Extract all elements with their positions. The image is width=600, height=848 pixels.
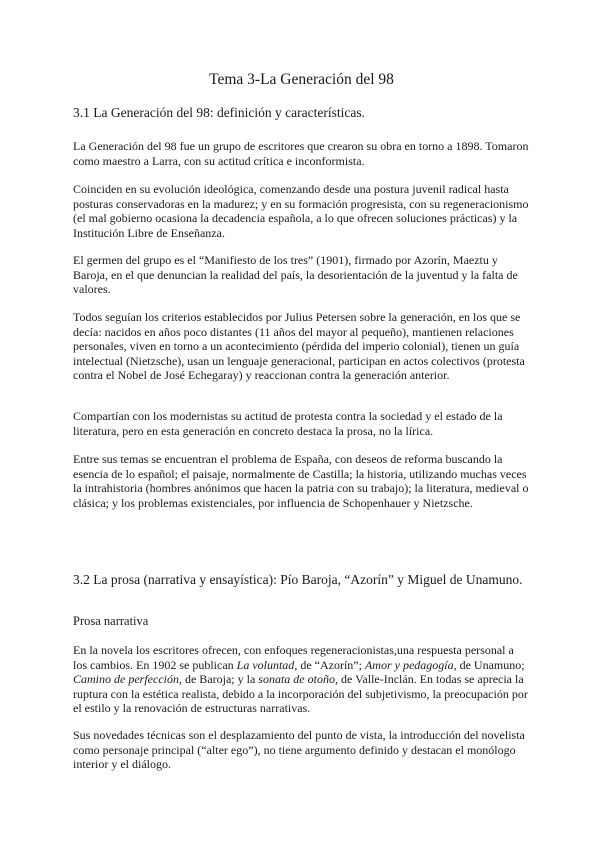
section2-subheading: Prosa narrativa — [73, 614, 149, 628]
section1-paragraph-3: El germen del grupo es el “Manifiesto de los tres” (1901), firmado por Azorín, Maeztu y Baroja, en el que denuncian la realidad del país, la desorientación de la juventud y la falta de valores. — [73, 253, 518, 297]
document-title: Tema 3-La Generación del 98 — [209, 71, 394, 88]
italic-title-la-voluntad: La voluntad — [236, 657, 295, 672]
section1-paragraph-4: Todos seguían los criterios establecidos por Julius Petersen sobre la generación, en los que se decía: nacidos en años poco distantes (11 años del mayor al pequeño), mantienen relaciones personales, viven en torno a un acontecimiento (pérdida del imperio colonial), tienen un guía intelectual (Nietzsche), usan un lenguaje generacional, participan en actos colectivos (protesta contra el Nobel de José Echegaray) y reaccionan contra la generación anterior. — [73, 310, 525, 383]
text-run: , de Baroja; y la — [178, 672, 259, 687]
section1-paragraph-2: Coinciden en su evolución ideológica, comenzando desde una postura juvenil radical hasta posturas conservadoras en la madurez; y en su formación progresista, con su regeneracionismo (el mal gobierno ocasiona la decadencia española, a lo que ofrecen soluciones prácticas) y la Institución Libre de Enseñanza. — [73, 182, 529, 240]
italic-title-camino-de-perfeccion: Camino de perfección — [73, 672, 179, 687]
section2-heading: 3.2 La prosa (narrativa y ensayística): Pío Baroja, “Azorín” y Miguel de Unamuno. — [73, 572, 523, 587]
section2-paragraph-1 — [73, 643, 530, 716]
italic-title-sonata-de-otono: sonata de otoño — [258, 672, 335, 687]
text-run: , de “Azorín”; — [294, 657, 365, 672]
text-run: , de Unamuno; — [453, 657, 525, 672]
section2-paragraph-2: Sus novedades técnicas son el desplazamiento del punto de vista, la introducción del novelista como personaje principal (“alter ego”), no tiene argumento definido y destacan el monólogo interior y el diálogo. — [73, 728, 525, 772]
section1-paragraph-1: La Generación del 98 fue un grupo de escritores que crearon su obra en torno a 1898. Tomaron como maestro a Larra, con su actitud crítica e inconformista. — [73, 139, 529, 168]
text-run: , de Valle-Inclán. En todas se aprecia la ruptura con la estética realista, debido a la incorporación del subjetivismo, la preocupación por el estilo y la renovación de estructuras narrativas. — [73, 672, 528, 716]
text-run: En la novela los escritores ofrecen, con enfoques regeneracionistas,una respuesta personal a los cambios. En 1902 se publican — [73, 643, 514, 672]
italic-title-amor-y-pedagogia: Amor y pedagogía — [364, 657, 454, 672]
section1-paragraph-6: Entre sus temas se encuentran el problema de España, con deseos de reforma buscando la esencia de lo español; el paisaje, normalmente de Castilla; la historia, utilizando muchas veces la intrahistoria (hombres anónimos que hacen la patria con su trabajo); la literatura, medieval o clásica; y los problemas existenciales, por influencia de Schopenhauer y Nietzsche. — [73, 452, 529, 510]
section1-heading: 3.1 La Generación del 98: definición y características. — [73, 105, 365, 120]
section1-paragraph-5: Compartían con los modernistas su actitud de protesta contra la sociedad y el estado de la literatura, pero en esta generación en concreto destaca la prosa, no la lírica. — [73, 409, 503, 438]
